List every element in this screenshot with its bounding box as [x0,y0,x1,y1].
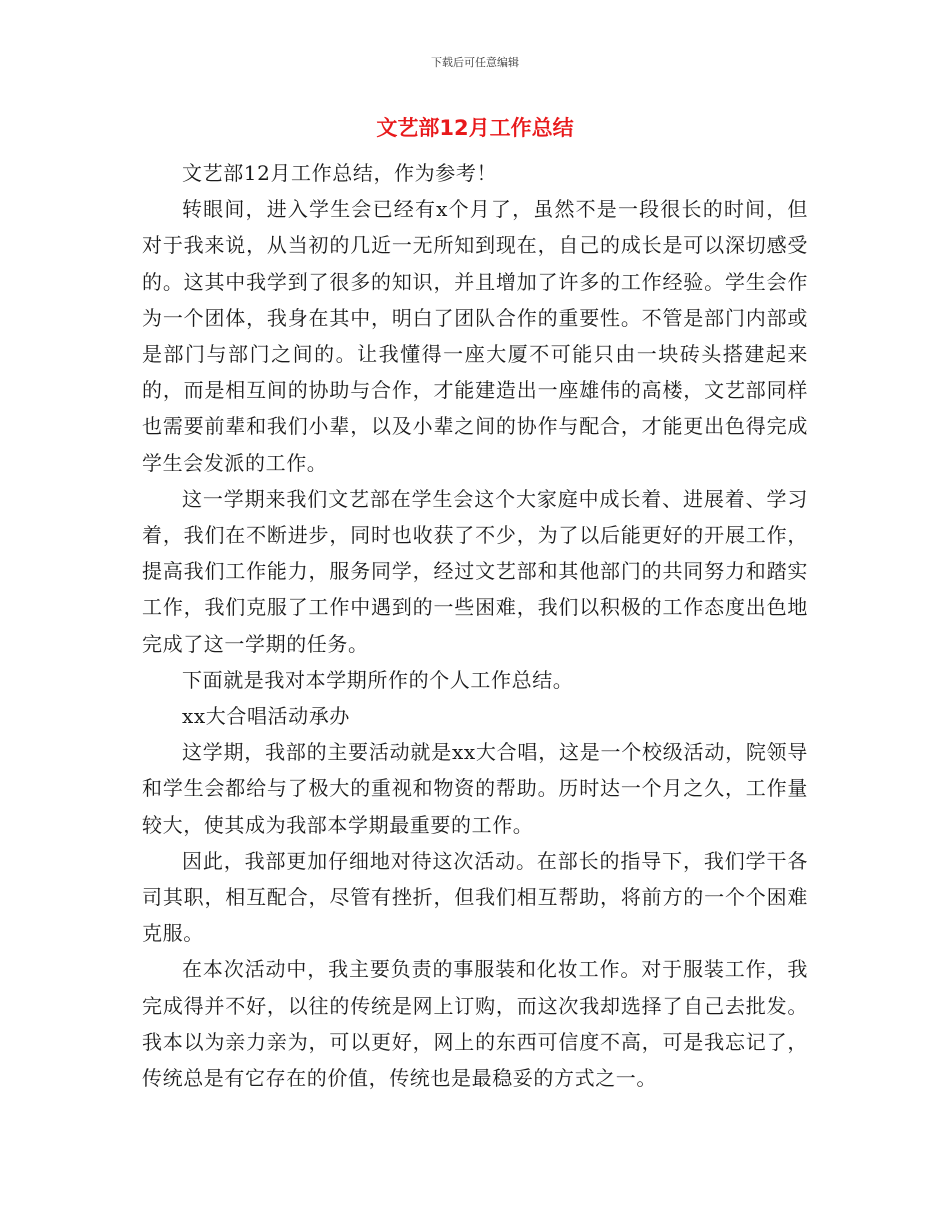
section-heading-chorus: xx大合唱活动承办 [182,704,350,729]
paragraph-costume: 在本次活动中，我主要负责的事服装和化妆工作。对于服装工作，我完成得并不好，以往的传统是网上订购，而这次我却选择了自己去批发。我本以为亲力亲为，可以更好，网上的东西可信度不高，可是我忘记了，传统总是有它存在的价值，传统也是最稳妥的方式之一。 [142,957,808,1091]
paragraph-growth: 转眼间，进入学生会已经有x个月了，虽然不是一段很长的时间，但对于我来说，从当初的几近一无所知到现在，自己的成长是可以深切感受的。这其中我学到了很多的知识，并且增加了许多的工作经验。学生会作为一个团体，我身在其中，明白了团队合作的重要性。不管是部门内部或是部门与部门之间的。让我懂得一座大厦不可能只由一块砖头搭建起来的，而是相互间的协助与合作，才能建造出一座雄伟的高楼，文艺部同样也需要前辈和我们小辈，以及小辈之间的协作与配合，才能更出色得完成学生会发派的工作。 [142,197,808,475]
page-title: 文艺部12月工作总结 [376,116,574,140]
paragraph-semester: 这一学期来我们文艺部在学生会这个大家庭中成长着、进展着、学习着，我们在不断进步，同时也收获了不少，为了以后能更好的开展工作，提高我们工作能力，服务同学，经过文艺部和其他部门的共同努力和踏实工作，我们克服了工作中遇到的一些困难，我们以积极的工作态度出色地完成了这一学期的任务。 [142,486,808,656]
paragraph-chorus: 这学期，我部的主要活动就是xx大合唱，这是一个校级活动，院领导和学生会都给与了极大的重视和物资的帮助。历时达一个月之久，工作量较大，使其成为我部本学期最重要的工作。 [142,740,808,837]
header-note: 下载后可任意编辑 [431,56,519,69]
document-body [142,155,808,1096]
paragraph-intro: 文艺部12月工作总结，作为参考！ [182,161,498,185]
paragraph-careful: 因此，我部更加仔细地对待这次活动。在部长的指导下，我们学干各司其职，相互配合，尽管有挫折，但我们相互帮助，将前方的一个个困难克服。 [142,848,808,946]
paragraph-summary-lead: 下面就是我对本学期所作的个人工作总结。 [182,667,574,692]
